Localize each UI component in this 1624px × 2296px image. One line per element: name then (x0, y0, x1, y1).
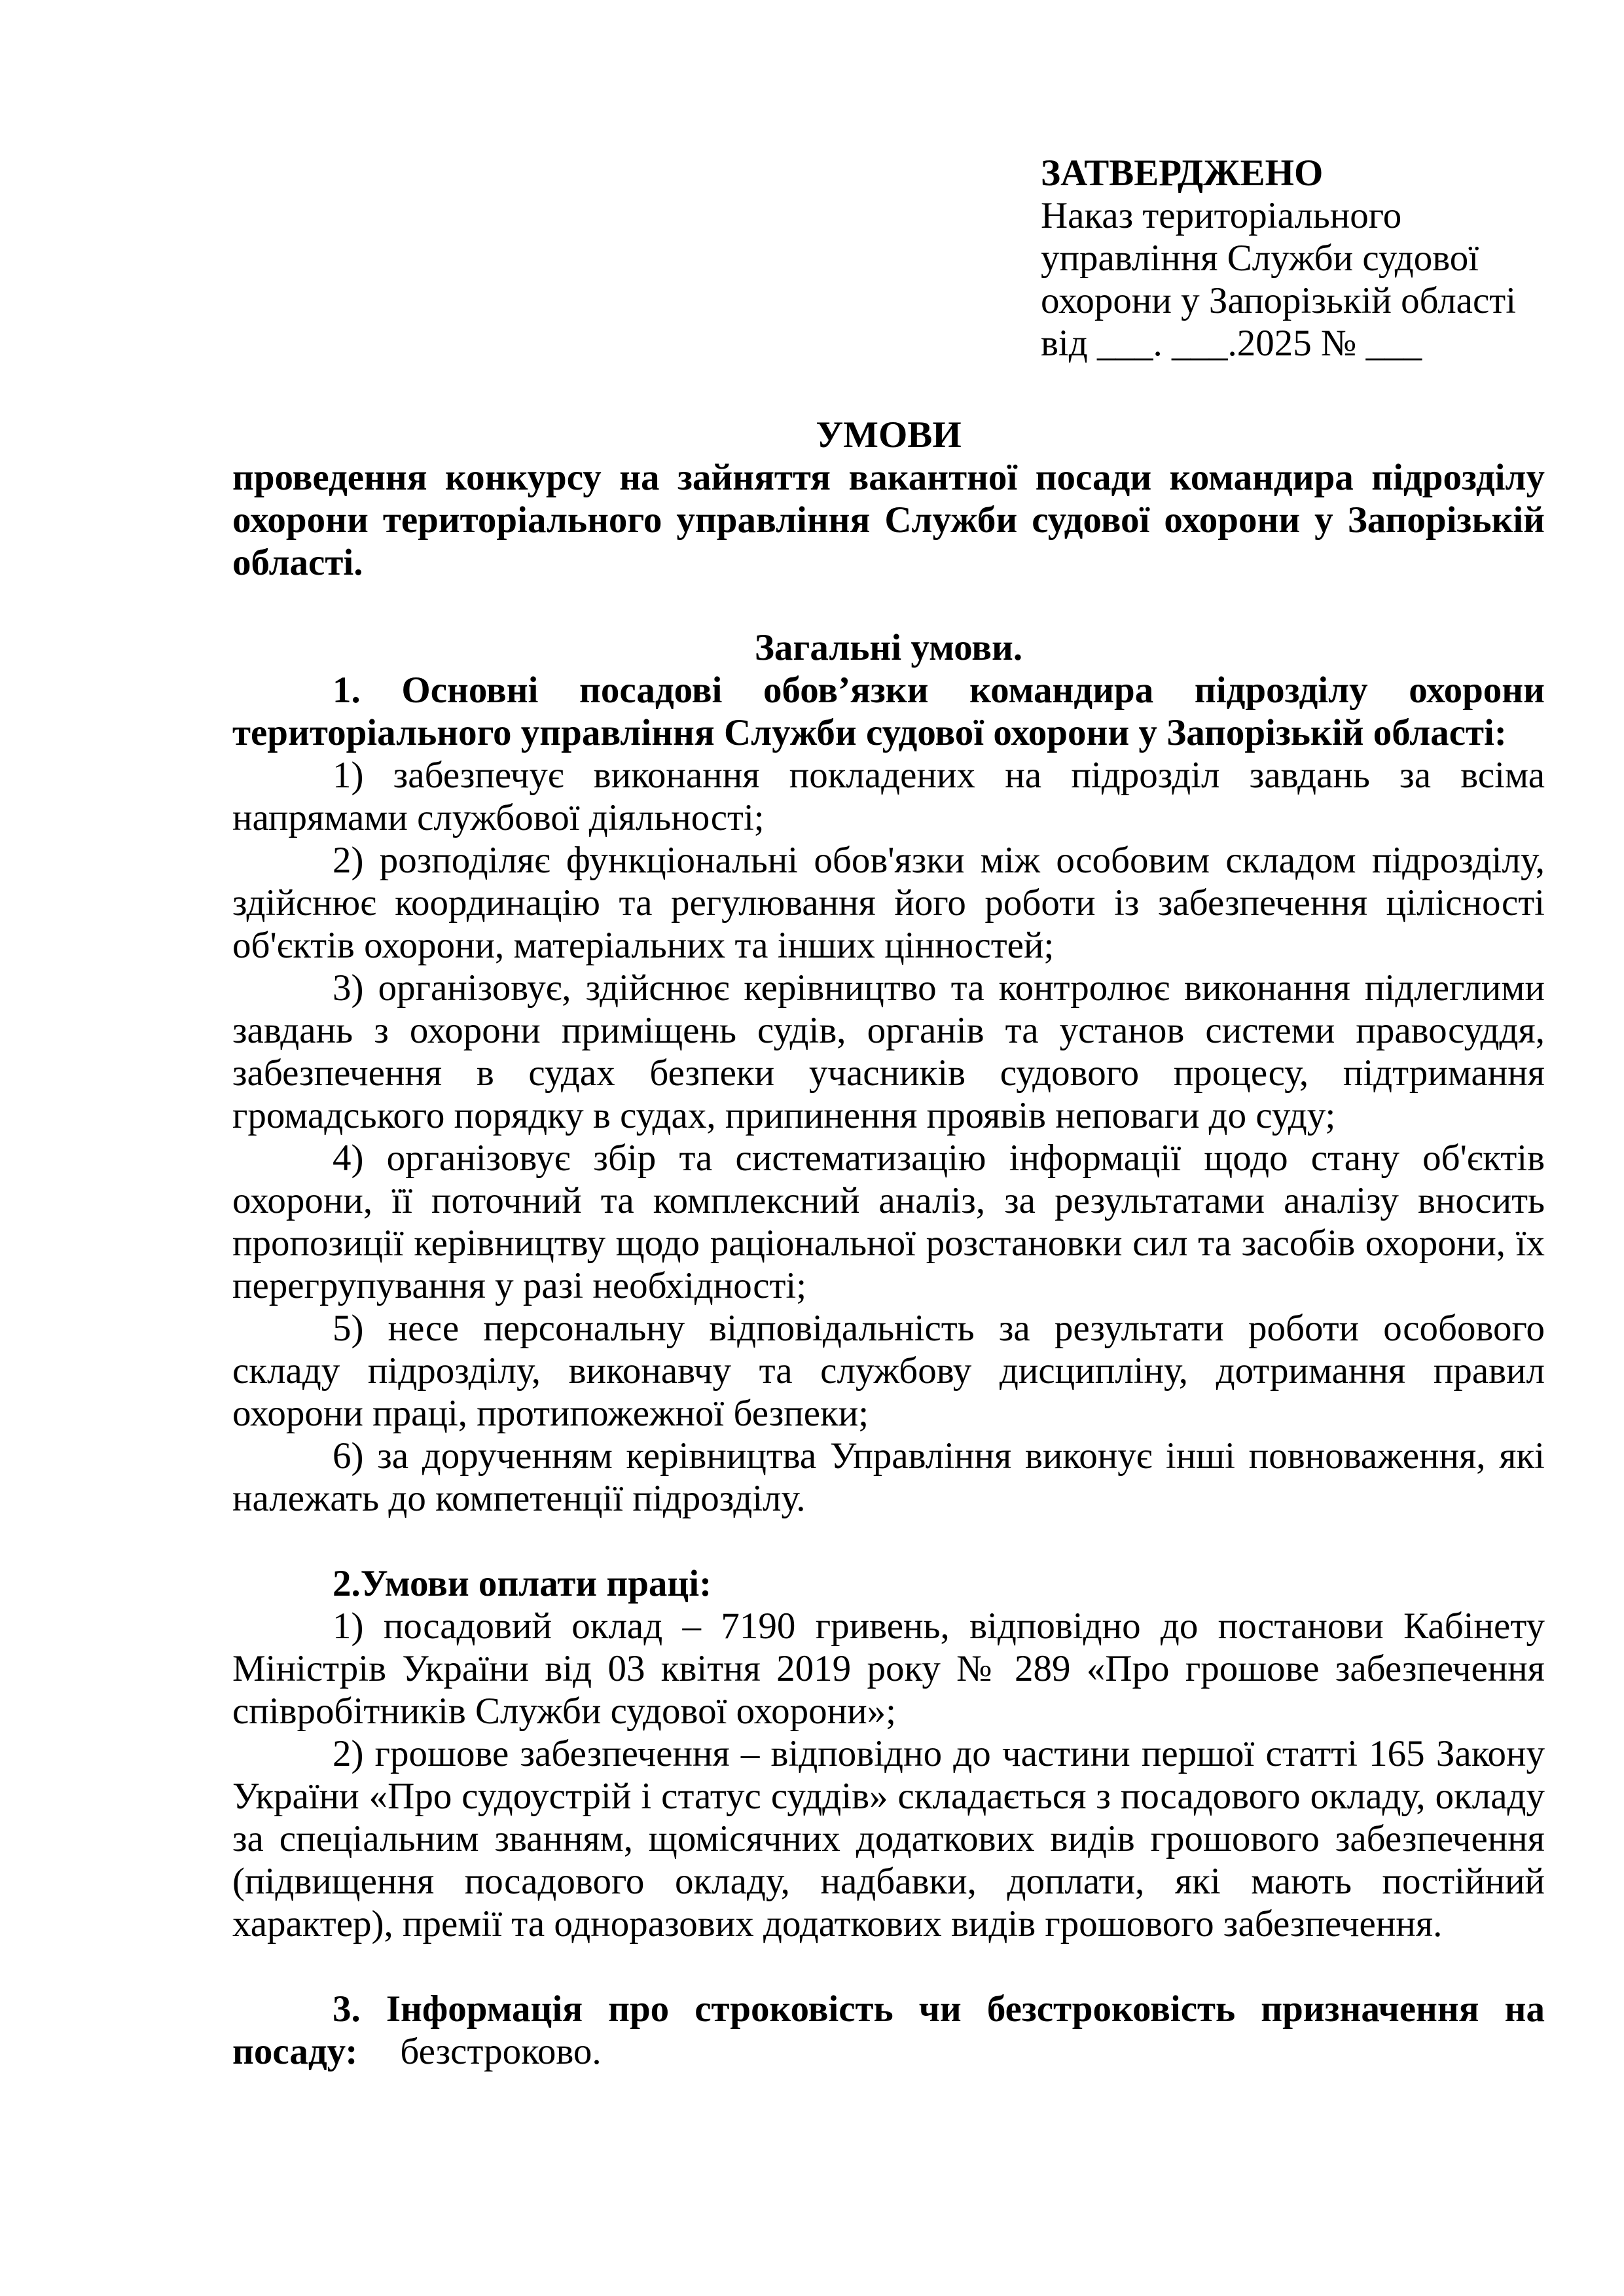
approval-stamp (1041, 152, 1578, 365)
section-3-value: безстроково. (400, 2031, 602, 2072)
approval-title: ЗАТВЕРДЖЕНО (1041, 152, 1324, 194)
section-duties (232, 669, 1545, 1520)
pay-item-1: 1) посадовий оклад – 7190 гривень, відповідно до постанови Кабінету Міністрів України від 03 квітня 2019 року № 289 «Про грошове забезпечення співробітників Служби судової охорони»; (232, 1605, 1545, 1732)
section-1-heading: 1. Основні посадові обов’язки командира підрозділу охорони територіального управління Служби судової охорони у Запорізькій області: (232, 670, 1545, 753)
duty-item-5: 5) несе персональну відповідальність за результати роботи особового складу підрозділу, виконавчу та службову дисципліну, дотримання правил охорони праці, протипожежної безпеки; (232, 1308, 1545, 1434)
section-pay-conditions (232, 1562, 1545, 1945)
duty-item-6: 6) за дорученням керівництва Управління виконує інші повноваження, які належать до компетенції підрозділу. (232, 1435, 1545, 1519)
document-subtitle: проведення конкурсу на зайняття вакантної посади командира підрозділу охорони територіального управління Служби судової охорони у Запорізькій області. (232, 457, 1545, 583)
duty-item-4: 4) організовує збір та систематизацію інформації щодо стану об'єктів охорони, її поточний та комплексний аналіз, за результатами аналізу вносить пропозиції керівництву щодо раціональної розстановки сил та засобів охорони, їх перегрупування у разі необхідності; (232, 1138, 1545, 1306)
approval-line-order: Наказ територіального (1041, 195, 1402, 236)
approval-line-date-number: від ___. ___.2025 № ___ (1041, 323, 1422, 364)
duty-item-3: 3) організовує, здійснює керівництво та контролює виконання підлеглими завдань з охорони приміщень судів, органів та установ системи правосуддя, забезпечення в судах безпеки учасників судового процесу, підтримання громадського порядку в судах, припинення проявів неповаги до суду; (232, 967, 1545, 1136)
spacer (232, 1520, 1545, 1562)
duty-item-2: 2) розподіляє функціональні обов'язки між особовим складом підрозділу, здійснює координацію та регулювання його роботи із забезпечення цілісності об'єктів охорони, матеріальних та інших цінностей; (232, 840, 1545, 966)
document-body (232, 414, 1545, 2073)
approval-line-department: управління Служби судової (1041, 238, 1479, 279)
duty-item-1: 1) забезпечує виконання покладених на підрозділ завдань за всіма напрямами службової діяльності; (232, 755, 1545, 838)
section-term (232, 1988, 1545, 2073)
spacer (232, 1945, 1545, 1988)
section-3-paragraph (232, 1988, 1545, 2073)
spacer (232, 584, 1545, 626)
section-2-heading: 2.Умови оплати праці: (333, 1563, 712, 1604)
section-3-heading: 3. Інформація про строковість чи безстроковість призначення на посаду: (232, 1988, 1545, 2072)
pay-item-2: 2) грошове забезпечення – відповідно до частини першої статті 165 Закону України «Про судоустрій і статус суддів» складається з посадового окладу, окладу за спеціальним званням, щомісячних додаткових видів грошового забезпечення (підвищення посадового окладу, надбавки, доплати, які мають постійний характер), премії та одноразових додаткових видів грошового забезпечення. (232, 1733, 1545, 1945)
document-title: УМОВИ (816, 414, 962, 456)
general-conditions-heading: Загальні умови. (754, 627, 1023, 668)
approval-line-region: охорони у Запорізькій області (1041, 280, 1517, 321)
